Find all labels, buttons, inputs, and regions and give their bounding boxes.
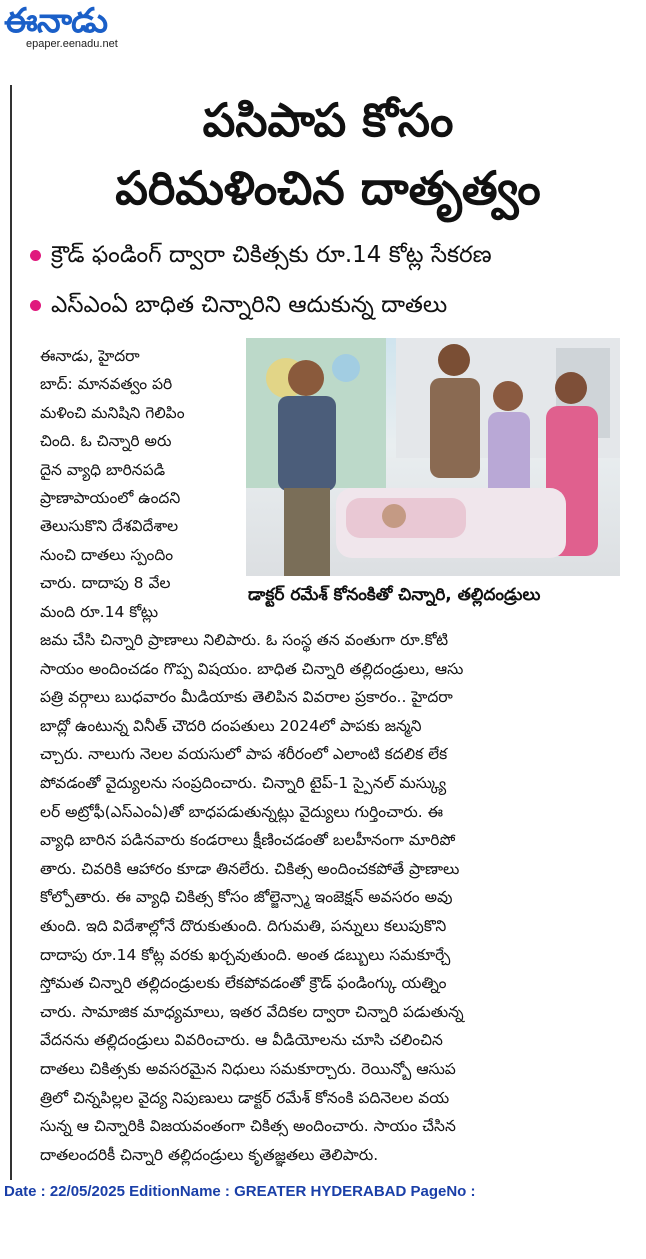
- eenadu-logo: [4, 2, 144, 54]
- article-line: లర్ అట్రోఫీ(ఎస్ఎంఏ)తో బాధపడుతున్నట్లు వైద్యులు గుర్తించారు. ఈ: [40, 802, 444, 821]
- article-line: తారు. చివరికి ఆహారం కూడా తినలేరు. చికిత్స అందించకపోతే ప్రాణాలు: [40, 859, 460, 878]
- subhead-1-text: క్రౌడ్ ఫండింగ్ ద్వారా చికిత్సకు రూ.14 కోట్ల సేకరణ: [51, 242, 492, 268]
- article-line: ప్రాణాపాయంలో ఉందని: [40, 489, 181, 507]
- article-line: చారు. సామాజిక మాధ్యమాలు, ఇతర వేదికల ద్వారా చిన్నారి పడుతున్న: [40, 1002, 464, 1021]
- subhead-2-text: ఎస్ఎంఏ బాధిత చిన్నారిని ఆదుకున్న దాతలు: [51, 292, 448, 318]
- article-line: స్తోమత చిన్నారి తల్లిదండ్రులకు లేకపోవడంతో క్రౌడ్ ఫండింగ్కు యత్నిం: [40, 974, 447, 993]
- grandmother-figure: [555, 372, 587, 404]
- epaper-url: epaper.eenadu.net: [26, 38, 118, 50]
- article-line: కోల్పోతారు. ఈ వ్యాధి చికిత్స కోసం జోల్జెన్స్మా ఇంజెక్షన్ అవసరం అవు: [40, 888, 453, 907]
- headline-line-1: పసిపాప కోసం: [202, 93, 454, 147]
- photo-illustration: [246, 338, 620, 576]
- article-line: దైన వ్యాధి బారినపడి: [40, 460, 166, 479]
- article-line: తుంది. ఇది విదేశాల్లోనే దొరుకుతుంది. దిగుమతి, పన్నులు కలుపుకొని: [40, 917, 447, 935]
- article-line: చింది. ఓ చిన్నారి అరు: [40, 432, 172, 451]
- logo-text: ఈనాడు: [4, 1, 108, 41]
- edition-footer: Date : 22/05/2025 EditionName : GREATER HYDERABAD PageNo :: [4, 1183, 476, 1200]
- article-line: చ్చారు. నాలుగు నెలల వయసులో పాప శరీరంలో ఎలాంటి కదలిక లేక: [40, 745, 448, 764]
- column-rule: [10, 85, 12, 1180]
- article-line: చారు. దాదాపు 8 వేల: [40, 574, 171, 593]
- doctor-figure: [288, 360, 324, 396]
- subhead-1: [30, 238, 630, 272]
- article-line: దాతలందరికీ చిన్నారి తల్లిదండ్రులు కృతజ్ఞతలు తెలిపారు.: [40, 1145, 379, 1164]
- father-figure: [438, 344, 470, 376]
- article-line: దాదాపు రూ.14 కోట్ల వరకు ఖర్చవుతుంది. అంత డబ్బులు సమకూర్చే: [40, 945, 451, 964]
- headline-line-2: పరిమళించిన దాతృత్వం: [115, 161, 541, 215]
- article-line: సాయం అందించడం గొప్ప విషయం. బాధిత చిన్నారి తల్లిదండ్రులు, ఆసు: [40, 659, 464, 678]
- bullet-dot-icon: [30, 250, 41, 261]
- article-line: బాద్: మానవత్వం పరి: [40, 375, 173, 394]
- article-line: పోవడంతో వైద్యులను సంప్రదించారు. చిన్నారి టైప్-1 స్పైనల్ మస్క్యు: [40, 774, 447, 792]
- article-line: పత్రి వర్గాలు బుధవారం మీడియాకు తెలిపిన వివరాల ప్రకారం.. హైదరా: [40, 688, 453, 707]
- article-line: దాతలు చికిత్సకు అవసరమైన నిధులు సమకూర్చారు. రెయిన్బో ఆసుప: [40, 1060, 456, 1078]
- article-line: తెలుసుకొని దేశవిదేశాల: [40, 517, 179, 536]
- subhead-2: [30, 288, 630, 322]
- article-line: మళించి మనిషిని గెలిపిం: [40, 403, 185, 422]
- article-line: త్రిలో చిన్నపిల్లల వైద్య నిపుణులు డాక్టర్ రమేశ్ కోనంకి పదినెలల వయ: [40, 1088, 450, 1107]
- article-line: బాద్లో ఉంటున్న వినీత్ చౌదరి దంపతులు 2024లో పాపకు జన్మని: [40, 716, 422, 735]
- article-line: వేదనను తల్లిదండ్రులు వివరించారు. ఆ వీడియోలను చూసి చలించిన: [40, 1031, 443, 1050]
- photo-caption: డాక్టర్ రమేశ్ కోనంకితో చిన్నారి, తల్లిదండ్రులు: [248, 585, 541, 605]
- article-line: సున్న ఆ చిన్నారికి విజయవంతంగా చికిత్స అందించారు. సాయం చేసిన: [40, 1117, 456, 1136]
- article-line: ఈనాడు, హైదరా: [40, 347, 140, 365]
- bullet-dot-icon: [30, 300, 41, 311]
- article-line: నుంచి దాతలు స్పందిం: [40, 545, 174, 564]
- news-photo: [246, 338, 620, 576]
- mother-figure: [493, 381, 523, 411]
- article-line: మంది రూ.14 కోట్లు: [40, 602, 159, 621]
- article-line: వ్యాధి బారిన పడినవారు కండరాలు క్షీణించడంతో బలహీనంగా మారిపో: [40, 831, 456, 850]
- article-line: జమ చేసి చిన్నారి ప్రాణాలు నిలిపారు. ఓ సంస్థ తన వంతుగా రూ.కోటి: [40, 631, 449, 649]
